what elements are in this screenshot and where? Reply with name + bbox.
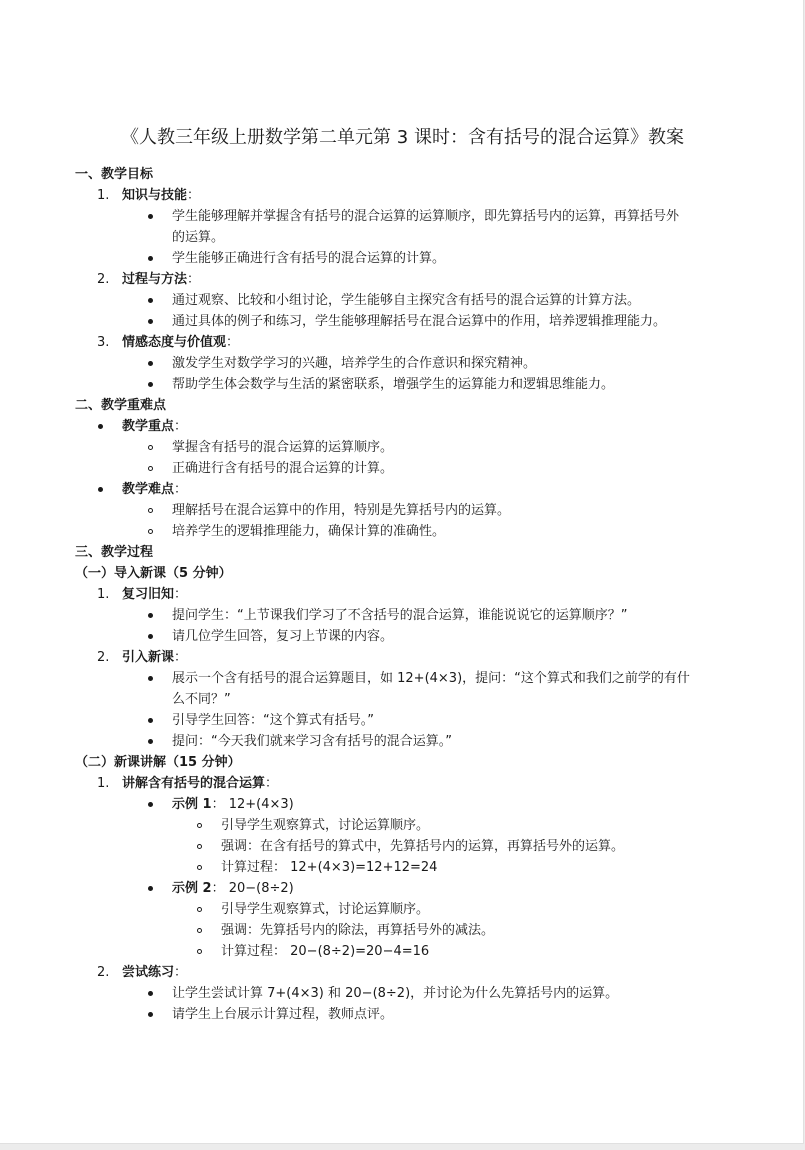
bullet-disc [98,487,103,492]
list-item-heading: 尝试练习： [122,965,188,980]
list-number: 1. [97,587,110,602]
example-heading: 示例 2： 20−(8÷2) [172,881,294,896]
list-item-text: 强调：在含有括号的算式中，先算括号内的运算，再算括号外的运算。 [221,839,625,854]
subsection-heading-new-lesson: （二）新课讲解（15 分钟） [75,755,241,770]
list-item-heading: 引入新课： [122,650,188,665]
list-item-text: 通过具体的例子和练习，学生能够理解括号在混合运算中的作用，培养逻辑推理能力。 [172,314,667,329]
list-item-text: 引导学生观察算式，讨论运算顺序。 [221,818,430,833]
bullet-circle [197,907,202,912]
bullet-disc [148,214,153,219]
list-number: 2. [97,272,110,287]
bullet-circle [148,508,153,513]
list-item-text: 让学生尝试计算 7+(4×3) 和 20−(8÷2)，并讨论为什么先算括号内的运算。 [172,986,619,1001]
list-item-text: 理解括号在混合运算中的作用，特别是先算括号内的运算。 [172,503,511,518]
bullet-disc [98,424,103,429]
list-item-text: 么不同？” [172,692,231,707]
list-item-text: 的运算。 [172,230,225,245]
list-item-heading: 教学重点： [122,419,188,434]
bullet-circle [197,823,202,828]
list-item-text: 帮助学生体会数学与生活的紧密联系，增强学生的运算能力和逻辑思维能力。 [172,377,615,392]
list-number: 2. [97,650,110,665]
list-item-text: 激发学生对数学学习的兴趣，培养学生的合作意识和探究精神。 [172,356,537,371]
bullet-disc [148,739,153,744]
list-item-text: 强调：先算括号内的除法，再算括号外的减法。 [221,923,495,938]
list-item-heading: 复习旧知： [122,587,188,602]
list-item-heading: 情感态度与价值观： [122,335,240,350]
bullet-disc [148,256,153,261]
list-item-text: 请学生上台展示计算过程，教师点评。 [172,1007,394,1022]
list-item-text: 学生能够理解并掌握含有括号的混合运算的运算顺序，即先算括号内的运算，再算括号外 [172,209,680,224]
bullet-disc [148,802,153,807]
list-item-text: 通过观察、比较和小组讨论，学生能够自主探究含有括号的混合运算的计算方法。 [172,293,641,308]
list-item-text: 展示一个含有括号的混合运算题目，如 12+(4×3)，提问：“这个算式和我们之前学的有什 [172,671,690,686]
bullet-disc [148,361,153,366]
section-heading-objectives: 一、教学目标 [75,167,154,182]
list-item-text: 引导学生回答：“这个算式有括号。” [172,713,374,728]
bullet-disc [148,991,153,996]
bullet-circle [148,529,153,534]
list-number: 1. [97,188,110,203]
bullet-disc [148,718,153,723]
example-heading: 示例 1： 12+(4×3) [172,797,294,812]
list-number: 1. [97,776,110,791]
list-item-text: 正确进行含有括号的混合运算的计算。 [172,461,394,476]
bullet-disc [148,634,153,639]
bullet-disc [148,613,153,618]
list-item-text: 培养学生的逻辑推理能力，确保计算的准确性。 [172,524,446,539]
list-item-text: 请几位学生回答，复习上节课的内容。 [172,629,394,644]
bullet-circle [197,928,202,933]
bullet-disc [148,676,153,681]
bullet-disc [148,886,153,891]
bullet-disc [148,382,153,387]
bullet-disc [148,298,153,303]
bullet-circle [197,949,202,954]
list-number: 2. [97,965,110,980]
bullet-circle [148,466,153,471]
section-heading-process: 三、教学过程 [75,545,154,560]
list-item-text: 计算过程： 20−(8÷2)=20−4=16 [221,944,430,959]
list-item-heading: 知识与技能： [122,188,201,203]
bullet-circle [197,865,202,870]
bullet-disc [148,319,153,324]
list-item-heading: 过程与方法： [122,272,201,287]
bullet-circle [197,844,202,849]
section-heading-key-points: 二、教学重难点 [75,398,167,413]
list-item-text: 提问：“今天我们就来学习含有括号的混合运算。” [172,734,452,749]
document-title: 《人教三年级上册数学第二单元第 3 课时：含有括号的混合运算》教案 [121,127,684,148]
list-item-heading: 讲解含有括号的混合运算： [122,776,279,791]
list-item-text: 提问学生：“上节课我们学习了不含括号的混合运算，谁能说说它的运算顺序？” [172,608,628,623]
list-item-text: 引导学生观察算式，讨论运算顺序。 [221,902,430,917]
list-number: 3. [97,335,110,350]
bullet-circle [148,445,153,450]
list-item-heading: 教学难点： [122,482,188,497]
list-item-text: 掌握含有括号的混合运算的运算顺序。 [172,440,394,455]
bullet-disc [148,1012,153,1017]
subsection-heading-intro: （一）导入新课（5 分钟） [75,566,232,581]
list-item-text: 计算过程： 12+(4×3)=12+12=24 [221,860,438,875]
list-item-text: 学生能够正确进行含有括号的混合运算的计算。 [172,251,446,266]
